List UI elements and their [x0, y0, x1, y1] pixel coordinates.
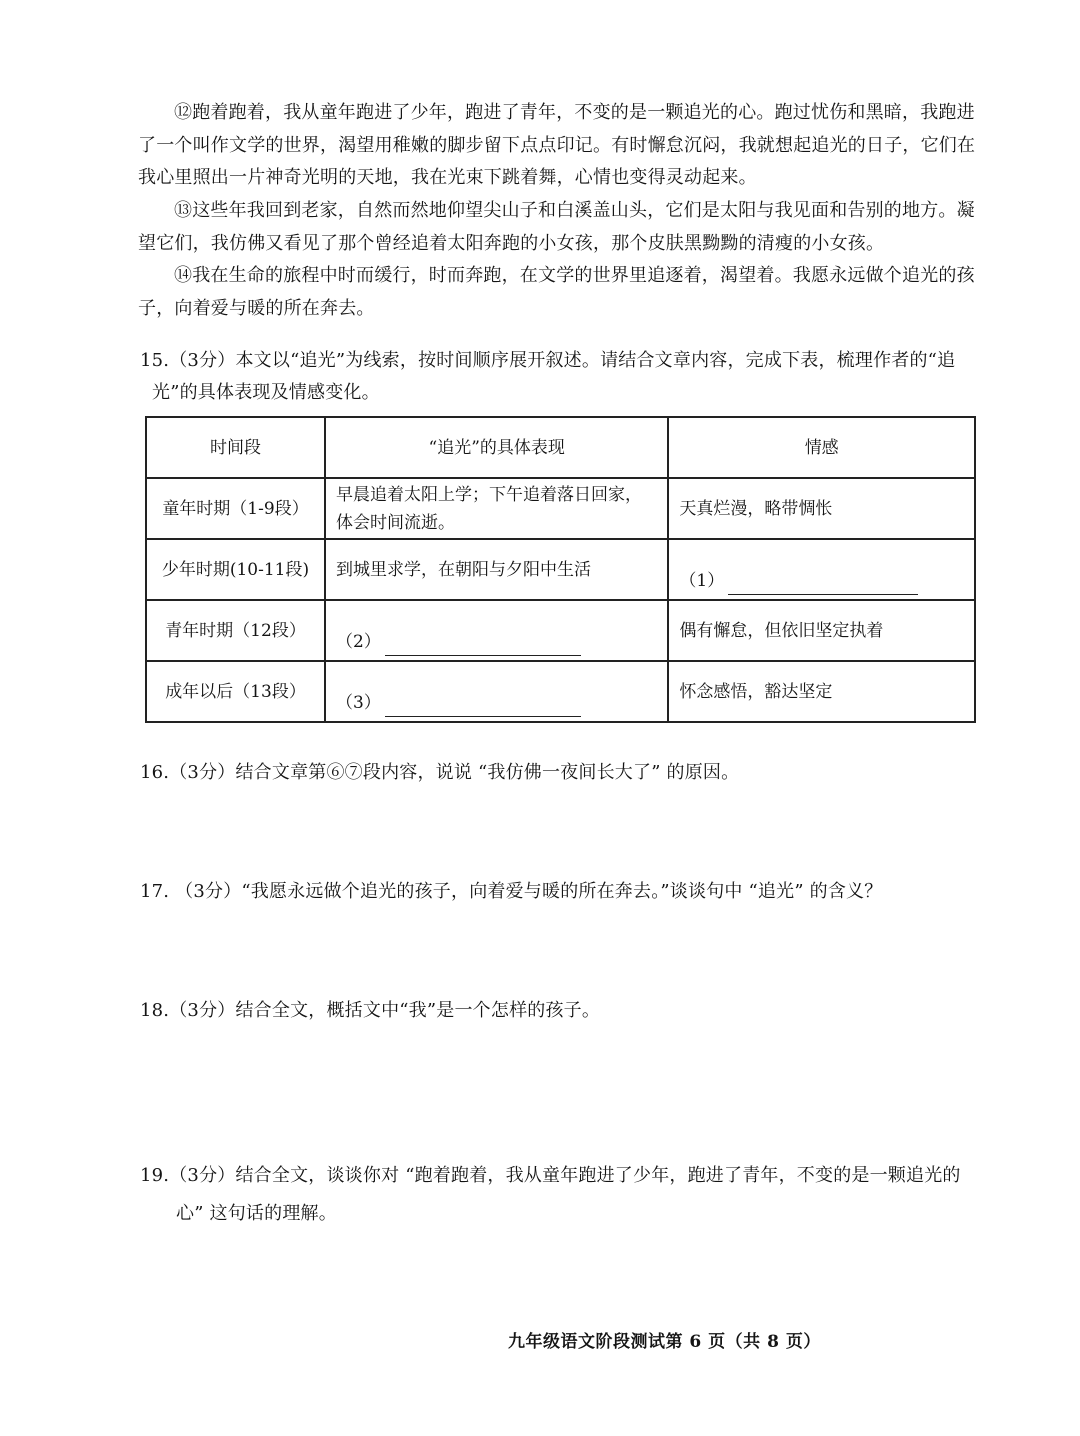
table-row: [146, 600, 975, 661]
question-19-line-1: 19.（3分）结合全文，谈谈你对 “跑着跑着，我从童年跑进了少年，跑进了青年，不变的是一颗追光的: [140, 1165, 961, 1186]
question-16: 16.（3分）结合文章第⑥⑦段内容，说说 “我仿佛一夜间长大了” 的原因。: [140, 762, 740, 783]
table-header-row: [146, 417, 975, 478]
cell-action: 早晨追着太阳上学；下午追着落日回家，体会时间流逝。: [325, 478, 668, 539]
answer-line[interactable]: [728, 574, 918, 595]
question-17: 17. （3分）“我愿永远做个追光的孩子，向着爱与暖的所在奔去。”谈谈句中 “追光” 的含义？: [140, 881, 883, 902]
blank-number: （2）: [336, 631, 381, 652]
cell-period: 少年时期(10-11段): [146, 539, 325, 600]
cell-emotion: 天真烂漫，略带惆怅: [668, 478, 975, 539]
passage-paragraph-13: ⑬这些年我回到老家，自然而然地仰望尖山子和白溪盖山头，它们是太阳与我见面和告别的地方。凝望它们，我仿佛又看见了那个曾经追着太阳奔跑的小女孩，那个皮肤黑黝黝的清瘦的小女孩。: [138, 200, 975, 254]
answer-line[interactable]: [385, 696, 581, 717]
question-19: [140, 1160, 980, 1230]
cell-action-blank: [325, 661, 668, 722]
question-19-line-2: 心” 这句话的理解。: [176, 1203, 337, 1224]
header-emotion: 情感: [668, 417, 975, 478]
cell-action: 到城里求学，在朝阳与夕阳中生活: [325, 539, 668, 600]
blank-number: （1）: [679, 570, 725, 591]
passage-paragraph-14: ⑭我在生命的旅程中时而缓行，时而奔跑，在文学的世界里追逐着，渴望着。我愿永远做个追光的孩子，向着爱与暖的所在奔去。: [138, 265, 975, 319]
header-action: “追光”的具体表现: [325, 417, 668, 478]
question-15: [140, 345, 980, 409]
cell-emotion-blank: [668, 539, 975, 600]
answer-blank-3[interactable]: [336, 667, 657, 717]
cell-period: 童年时期（1-9段）: [146, 478, 325, 539]
table-row: [146, 661, 975, 722]
cell-emotion: 怀念感悟，豁达坚定: [668, 661, 975, 722]
question-15-line-2: 光”的具体表现及情感变化。: [152, 382, 380, 403]
cell-period: 成年以后（13段）: [146, 661, 325, 722]
question-15-line-1: 15.（3分）本文以“追光”为线索，按时间顺序展开叙述。请结合文章内容，完成下表，梳理作者的“追: [140, 350, 956, 371]
answer-blank-1[interactable]: [679, 545, 964, 595]
cell-action-blank: [325, 600, 668, 661]
question-18: 18.（3分）结合全文，概括文中“我”是一个怎样的孩子。: [140, 1000, 601, 1021]
blank-number: （3）: [336, 692, 381, 713]
page-footer: 九年级语文阶段测试第 6 页（共 8 页）: [508, 1332, 821, 1352]
cell-emotion: 偶有懈怠，但依旧坚定执着: [668, 600, 975, 661]
answer-blank-2[interactable]: [336, 606, 657, 656]
answer-line[interactable]: [385, 635, 581, 656]
answer-table: [145, 416, 976, 723]
table-row: [146, 478, 975, 539]
header-period: 时间段: [146, 417, 325, 478]
table-row: [146, 539, 975, 600]
passage-paragraph-12: ⑫跑着跑着，我从童年跑进了少年，跑进了青年，不变的是一颗追光的心。跑过忧伤和黑暗，我跑进了一个叫作文学的世界，渴望用稚嫩的脚步留下点点印记。有时懈怠沉闷，我就想起追光的日子，它们在我心里照出一片神奇光明的天地，我在光束下跳着舞，心情也变得灵动起来。: [138, 102, 976, 188]
cell-period: 青年时期（12段）: [146, 600, 325, 661]
